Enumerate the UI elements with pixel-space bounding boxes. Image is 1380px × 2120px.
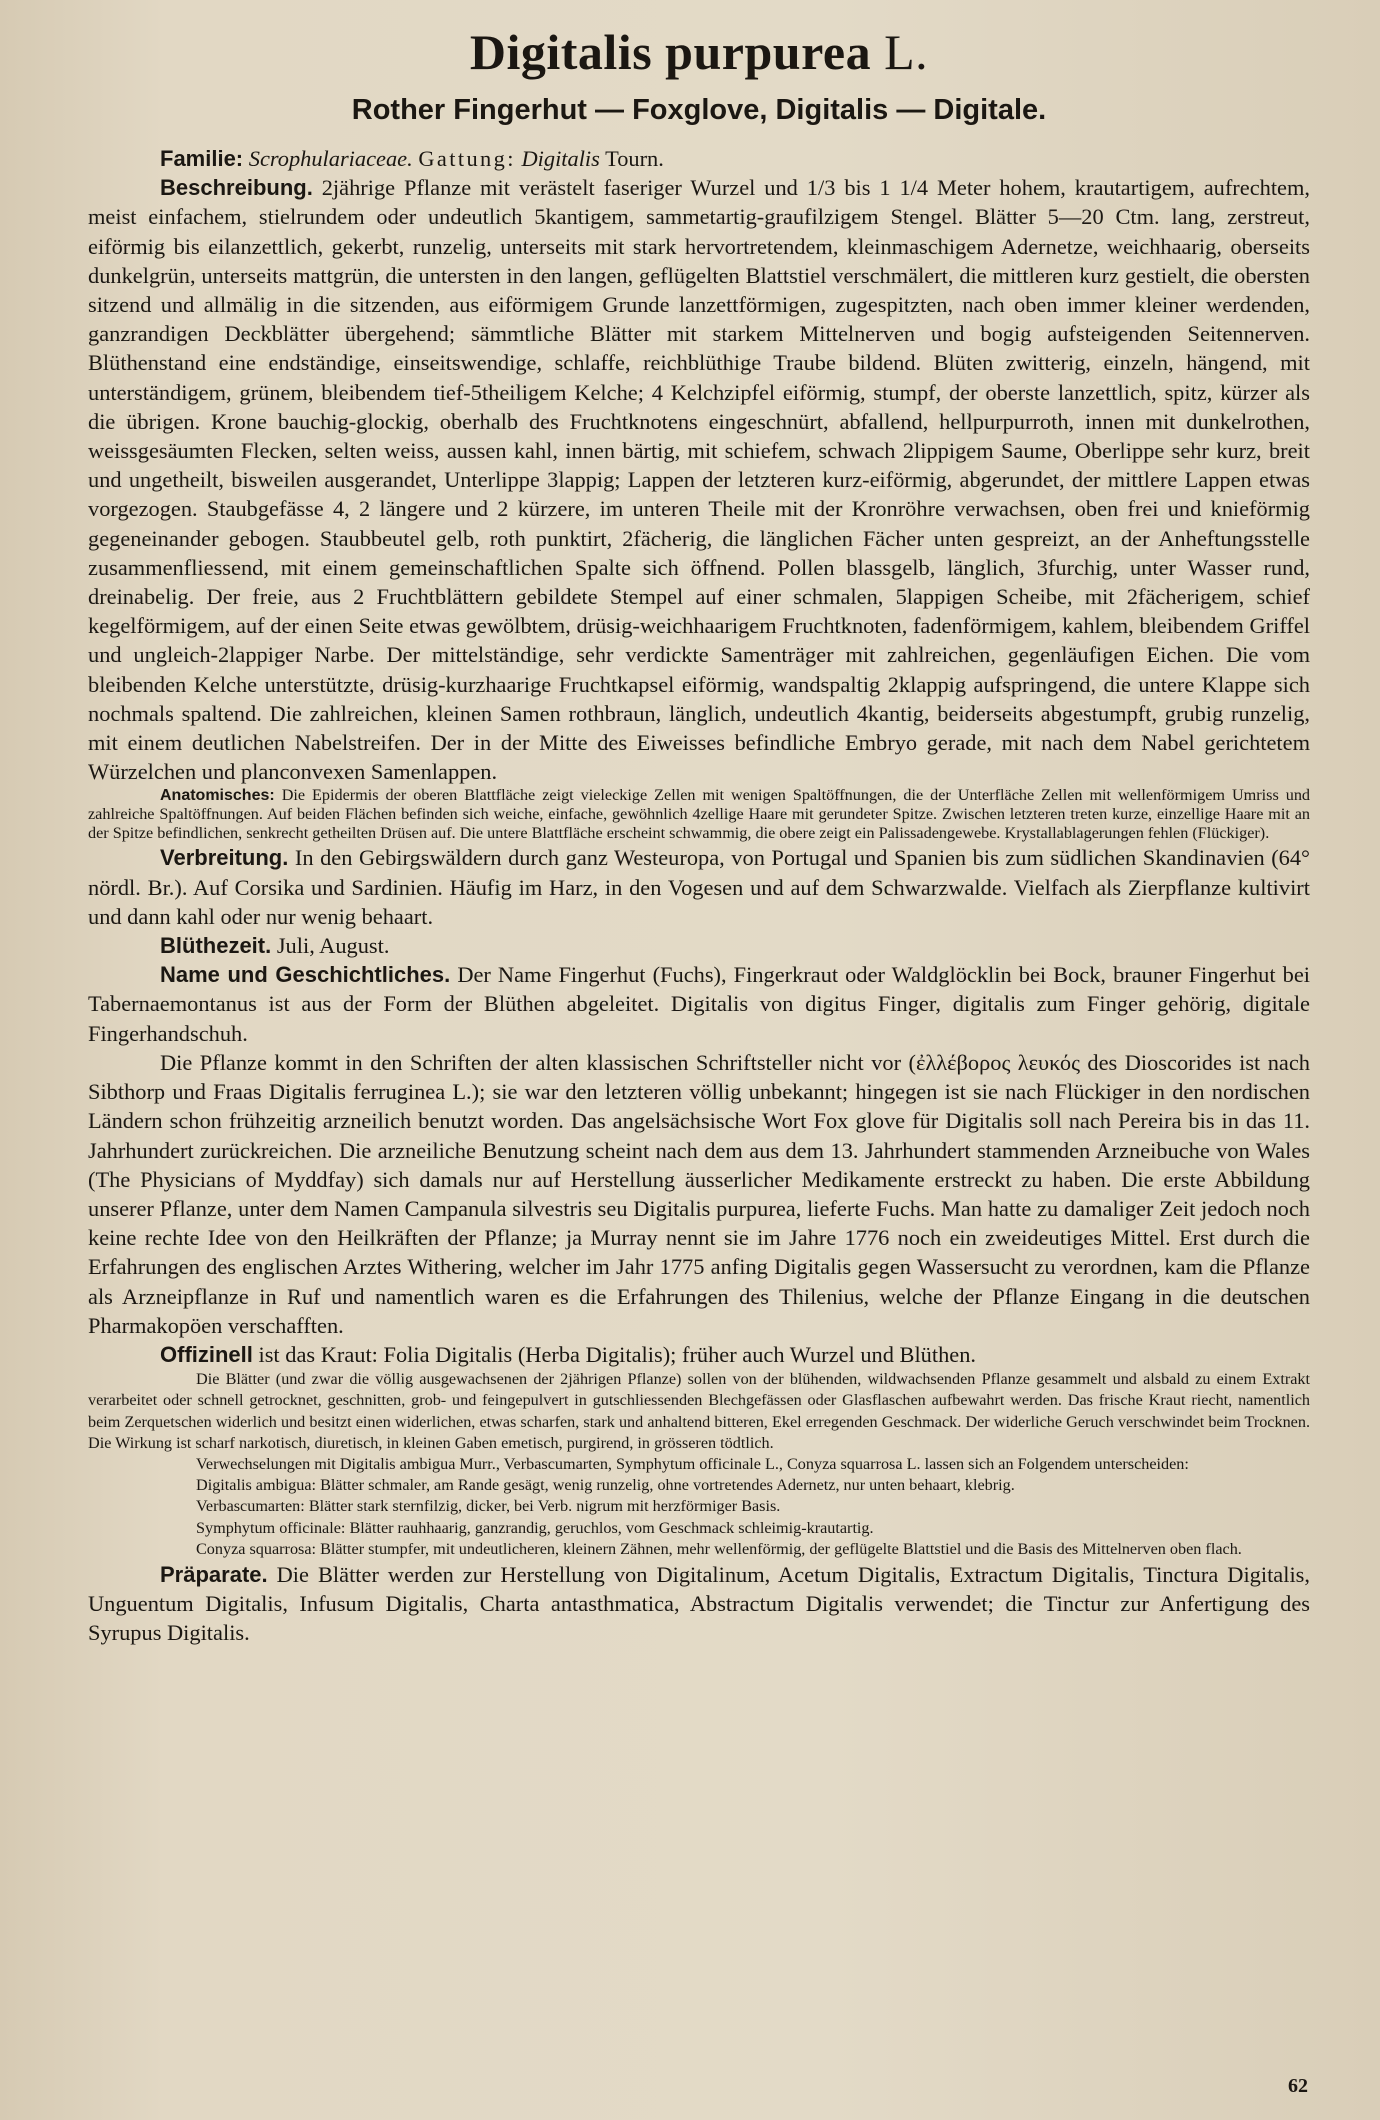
verwechslungen-text: Verwechselungen mit Digitalis ambigua Murr., Verbascumarten, Symphytum officinale L., Conyza squarrosa L. lassen sich an Folgendem unterscheiden: [196, 1454, 1189, 1473]
beschreibung-label: Beschreibung. [160, 175, 313, 201]
name-paragraph-2-block [88, 1048, 1310, 1340]
name-label: Name und Geschichtliches. [160, 962, 451, 988]
verwechslung-item: Conyza squarrosa: Blätter stumpfer, mit undeutlicheren, kleinern Zähnen, mehr wellenförmig, der geflügelte Blattstiel und die Basis des Mittelnerven oben flach. [196, 1539, 1242, 1558]
offizinell-text: ist das Kraut: Folia Digitalis (Herba Digitalis); früher auch Wurzel und Blüthen. [258, 1341, 977, 1367]
offizinell-note: Die Blätter (und zwar die völlig ausgewachsenen der 2jährigen Pflanze) sollen von der blühenden, wildwachsenden Pflanze gesammelt und alsbald zu einem Extrakt verarbeitet oder schnell getrocknet, geschnitten, grob- und feingepulvert in gutschliessenden Blechgefässen oder Glasflaschen aufbewahrt werden. Das frische Kraut riecht, namentlich beim Zerquetschen widerlich und besitzt einen widerlichen, etwas scharfen, stark und anhaltend bitteren, Ekel erregenden Geschmack. Der widerliche Geruch verschwindet beim Trocknen. Die Wirkung ist scharf narkotisch, diuretisch, in kleinen Gaben emetisch, purgirend, in grösseren tödtlich. [88, 1370, 1310, 1452]
gattung-name: Digitalis [521, 146, 600, 171]
page-number: 62 [1288, 2075, 1308, 2097]
familie-name: Scrophulariaceae. [248, 146, 413, 171]
bluethezeit-text: Juli, August. [276, 933, 390, 959]
title-name: Digitalis purpurea [469, 24, 872, 80]
page-subtitle: Rother Fingerhut — Foxglove, Digitalis — Digitale. [351, 94, 1047, 126]
praeparate-label: Präparate. [160, 1561, 268, 1587]
name-paragraph-2: Die Pflanze kommt in den Schriften der alten klassischen Schriftsteller nicht vor (ἐλλέβορος λευκός des Dioscorides ist nach Sibthorp und Fraas Digitalis ferruginea L.); sie war den letzteren völlig unbekannt; hingegen ist sie nach Flückiger in den nordischen Ländern schon frühzeitig arzneilich benutzt worden. Das angelsächsische Wort Fox glove für Digitalis soll nach Pereira bis in das 11. Jahrhundert zurückreichen. Die arzneiliche Benutzung scheint nach dem aus dem 13. Jahrhundert stammenden Arzneibuche von Wales (The Physicians of Myddfay) sich damals nur auf Herstellung äusserlicher Medikamente erstreckt zu haben. Die erste Abbildung unserer Pflanze, unter dem Namen Campanula silvestris seu Digitalis purpurea, lieferte Fuchs. Man hatte zu damaliger Zeit jedoch noch keine rechte Idee von den Heilkräften der Pflanze; ja Murray nennt sie im Jahre 1776 noch ein zweideutiges Mittel. Erst durch die Erfahrungen des englischen Arztes Withering, welcher im Jahr 1775 anfing Digitalis gegen Wassersucht zu verordnen, kam die Pflanze als Arzneipflanze in Ruf und namentlich waren es die Erfahrungen des Thilenius, welche der Pflanze Eingang in die deutschen Pharmakopöen verschafften. [88, 1049, 1310, 1338]
verwechslungen-block [88, 1454, 1310, 1475]
verbreitung-section [88, 843, 1310, 931]
praeparate-text: Die Blätter werden zur Herstellung von Digitalinum, Acetum Digitalis, Extractum Digitalis, Tinctura Digitalis, Unguentum Digitalis, Infusum Digitalis, Charta antasthmatica, Abstractum Digitalis verwendet; die Tinctur zur Anfertigung des Syrupus Digitalis. [88, 1561, 1310, 1646]
beschreibung-text: 2jährige Pflanze mit verästelt faseriger Wurzel und 1/3 bis 1 1/4 Meter hohem, krautartigem, aufrechtem, meist einfachem, stielrundem oder undeutlich 5kantigem, sammetartig-graufilzigem Stengel. Blätter 5—20 Ctm. lang, zerstreut, eiförmig bis eilanzettlich, gekerbt, runzelig, unterseits mit stark hervortretendem, kleinmaschigem Adernetze, weichhaarig, oberseits dunkelgrün, unterseits mattgrün, die untersten in den langen, geflügelten Blattstiel verschmälert, die mittleren kurz gestielt, die obersten sitzend und allmälig in die sitzenden, aus eiförmigem Grunde lanzettförmigen, zugespitzten, nach oben immer kleiner werdenden, ganzrandigen Deckblätter übergehend; sämmtliche Blätter mit starkem Mittelnerven und bogig aufsteigenden Seitennerven. Blüthenstand eine endständige, einseitswendige, schlaffe, reichblüthige Traube bildend. Blüten zwitterig, einzeln, hängend, mit unterständigem, grünem, bleibendem tief-5theiligem Kelche; 4 Kelchzipfel eiförmig, stumpf, der oberste lanzettlich, spitz, kürzer als die übrigen. Krone bauchig-glockig, oberhalb des Fruchtknotens eingeschnürt, abfallend, hellpurpurroth, innen mit dunkelrothen, weissgesäumten Flecken, selten weiss, aussen kahl, innen bärtig, mit schiefem, schwach 2lippigem Saume, Oberlippe sehr kurz, breit und ungetheilt, bisweilen ausgerandet, Unterlippe 3lappig; Lappen der letzteren kurz-eiförmig, abgerundet, der mittlere Lappen etwas vorgezogen. Staubgefässe 4, 2 längere und 2 kürzere, im unteren Theile mit der Kronröhre verwachsen, oben frei und knieförmig gegeneinander gebogen. Staubbeutel gelb, roth punktirt, 2fächerig, die länglichen Fächer unten gespreizt, an der Anheftungsstelle zusammenfliessend, mit einem gemeinschaftlichen Spalte sich öffnend. Pollen blassgelb, länglich, 3furchig, unter Wasser rund, dreinabelig. Der freie, aus 2 Fruchtblättern gebildete Stempel auf einer schmalen, 5lappigen Scheibe, mit 2fächerigem, schief kegelförmigem, auf der einen Seite etwas gewölbtem, drüsig-weichhaarigem Fruchtknoten, fadenförmigem, kahlem, bleibendem Griffel und ungleich-2lappiger Narbe. Der mittelständige, sehr verdickte Samenträger mit zahlreichen, gegenläufigen Eichen. Die vom bleibenden Kelche unterstützte, drüsig-kurzhaarige Fruchtkapsel eiförmig, wandspaltig 2klappig aufspringend, die untere Klappe sich nochmals spaltend. Die zahlreichen, kleinen Samen rothbraun, länglich, undeutlich 4kantig, beiderseits abgestumpft, grubig runzelig, mit einem deutlichen Nabelstreifen. Der in der Mitte des Eiweisses befindliche Embryo gerade, mit nach dem Nabel gerichtetem Würzelchen und planconvexen Samenlappen. [88, 175, 1310, 785]
bluethezeit-label: Blüthezeit. [160, 933, 272, 959]
anatomisches-section [88, 786, 1310, 843]
gattung-author: Tourn. [605, 146, 664, 171]
name-paragraph-1: Der Name Fingerhut (Fuchs), Fingerkraut oder Waldglöcklin bei Bock, brauner Fingerhut bei Tabernaemontanus ist aus der Form der Blüthen abgeleitet. Digitalis von digitus Finger, digitalis zum Finger gehörig, digitale Fingerhandschuh. [88, 962, 1311, 1046]
title-author: L. [884, 24, 929, 80]
familie-label: Familie: [160, 146, 244, 171]
bluethezeit-section [88, 931, 1310, 960]
verwechslung-item: Verbascumarten: Blätter stark sternfilzig, dicker, bei Verb. nigrum mit herzförmiger Basis. [196, 1497, 781, 1516]
name-section [88, 960, 1310, 1048]
offizinell-label: Offizinell [160, 1341, 253, 1367]
verwechslung-item: Symphytum officinale: Blätter rauhhaarig, ganzrandig, geruchlos, vom Geschmack schleimig-krautartig. [196, 1518, 874, 1537]
verbreitung-label: Verbreitung. [160, 845, 289, 871]
gattung-label: Gattung: [418, 146, 516, 171]
anatomisches-text: Die Epidermis der oberen Blattfläche zeigt vieleckige Zellen mit wenigen Spaltöffnungen, die der Unterfläche Zellen mit wellenförmigem Umriss und zahlreiche Spaltöffnungen. Auf beiden Flächen befinden sich weiche, einfache, gewöhnlich 4zellige Haare mit gerundeter Spitze. Zwischen letzteren treten kurze, einzellige Haare mit an der Spitze befindlichen, senkrecht getheilten Drüsen auf. Die untere Blattfläche erscheint schwammig, die obere zeigt ein Palissadengewebe. Krystallablagerungen fehlen (Flückiger). [88, 786, 1311, 843]
praeparate-section [88, 1560, 1310, 1648]
verwechslung-item: Digitalis ambigua: Blätter schmaler, am Rande gesägt, wenig runzelig, ohne vortretendes Adernetz, nur unten behaart, klebrig. [196, 1476, 1015, 1495]
anatomisches-label: Anatomisches: [160, 787, 275, 805]
page-title [88, 22, 1310, 82]
offizinell-section [88, 1340, 1310, 1369]
offizinell-note-block [88, 1369, 1310, 1454]
beschreibung-section [88, 173, 1310, 786]
verbreitung-text: In den Gebirgswäldern durch ganz Westeuropa, von Portugal und Spanien bis zum südlichen Skandinavien (64° nördl. Br.). Auf Corsika und Sardinien. Häufig im Harz, in den Vogesen und auf dem Schwarzwalde. Vielfach als Zierpflanze kultivirt und dann kahl oder nur wenig behaart. [88, 845, 1310, 929]
familie-line [88, 144, 1310, 173]
